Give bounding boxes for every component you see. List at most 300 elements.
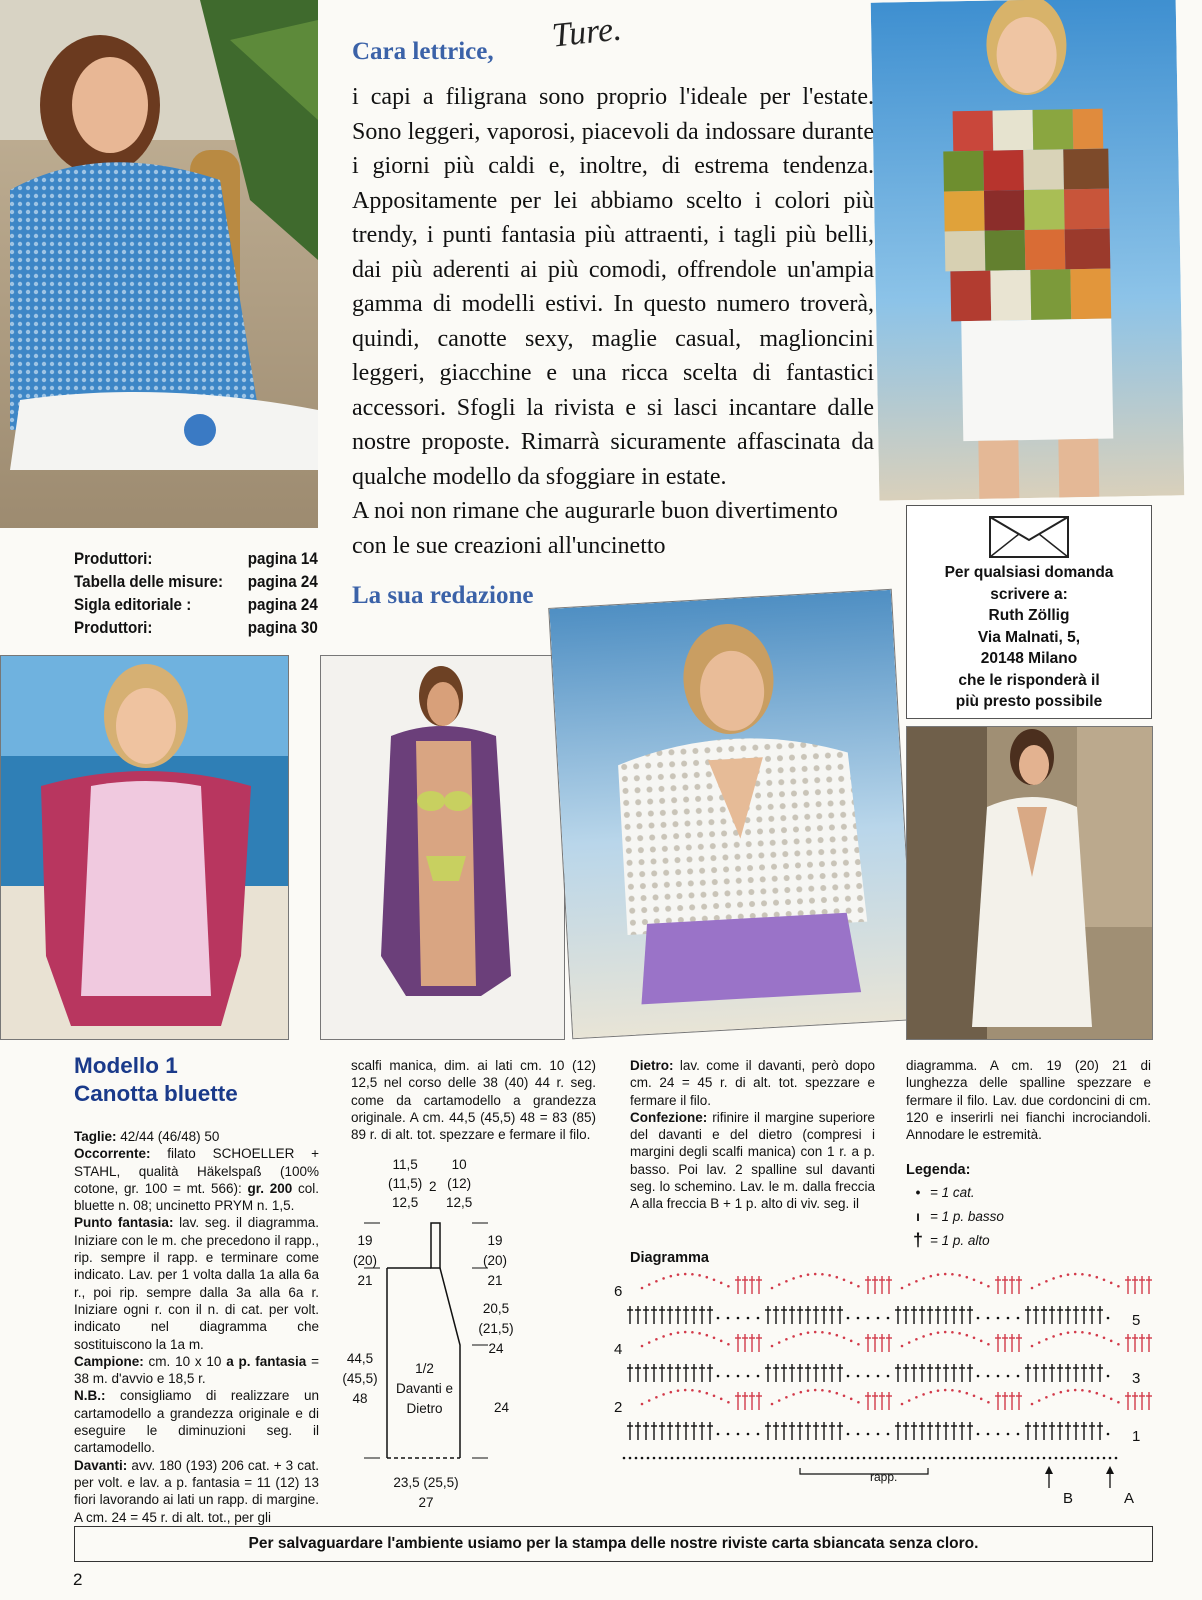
chain-stitch	[767, 1457, 770, 1460]
instr-note: N.B.: consigliamo di realizzare un cartamodello a grandezza originale e di eseguire le diminuzioni seg. il cartamodello.	[74, 1388, 319, 1456]
chain-stitch	[1038, 1341, 1041, 1344]
letter-greeting: Cara lettrice,	[352, 38, 494, 65]
chain-stitch	[1037, 1457, 1040, 1460]
chain-stitch	[800, 1391, 803, 1394]
chain-stitch	[706, 1276, 709, 1279]
chain-stitch	[1067, 1389, 1070, 1392]
chain-stitch	[727, 1433, 730, 1436]
index-row	[74, 617, 318, 640]
chain-stitch	[980, 1282, 983, 1285]
chain-stitch	[713, 1457, 716, 1460]
chain-stitch	[1007, 1433, 1010, 1436]
chain-stitch	[670, 1333, 673, 1336]
chain-stitch	[847, 1317, 850, 1320]
chain-stitch	[1074, 1273, 1077, 1276]
chain-stitch	[850, 1398, 853, 1401]
contact-street: Via Malnati, 5,	[977, 628, 1081, 646]
chain-stitch	[958, 1390, 961, 1393]
dim-top-left	[388, 1155, 422, 1212]
chain-stitch	[997, 1433, 1000, 1436]
chain-stitch	[1031, 1345, 1034, 1348]
chain-stitch	[1017, 1433, 1020, 1436]
eco-footer: Per salvaguardare l'ambiente usiamo per la stampa delle nostre riviste carta sbiancata senza cloro.	[74, 1526, 1153, 1562]
chain-stitch	[922, 1393, 925, 1396]
chain-stitch	[785, 1280, 788, 1283]
chain-stitch	[707, 1457, 710, 1460]
chain-stitch	[698, 1274, 701, 1277]
chain-stitch	[1001, 1457, 1004, 1460]
chain-stitch	[1091, 1457, 1094, 1460]
chain-stitch	[1107, 1375, 1110, 1378]
dim-value: 24	[488, 1341, 504, 1356]
chain-stitch	[887, 1433, 890, 1436]
photo-patchwork-top	[871, 0, 1185, 501]
chain-stitch	[983, 1457, 986, 1460]
contact-line2: scrivere a:	[990, 585, 1068, 603]
chain-stitch	[1017, 1317, 1020, 1320]
chain-stitch	[623, 1457, 626, 1460]
chain-stitch	[713, 1278, 716, 1281]
dim-right-upper	[480, 1231, 510, 1291]
chain-stitch	[1067, 1273, 1070, 1276]
chain-stitch	[1038, 1283, 1041, 1286]
dim-bottom	[386, 1473, 466, 1513]
index-page: pagina 14	[247, 550, 318, 568]
dim-value: 48	[352, 1391, 368, 1406]
single-crochet-symbol-icon: ı	[916, 1208, 920, 1224]
chain-stitch	[847, 1433, 850, 1436]
chain-stitch	[997, 1375, 1000, 1378]
chain-stitch	[691, 1389, 694, 1392]
chain-stitch	[629, 1457, 632, 1460]
index-page: pagina 30	[247, 619, 318, 637]
chain-stitch	[827, 1457, 830, 1460]
chain-stitch	[1031, 1403, 1034, 1406]
chain-stitch	[997, 1317, 1000, 1320]
dim-value: 23,5 (25,5)	[393, 1475, 459, 1490]
chain-stitch	[951, 1389, 954, 1392]
chain-stitch	[1060, 1275, 1063, 1278]
chain-stitch	[1110, 1340, 1113, 1343]
repeat-label: rapp.	[870, 1470, 898, 1484]
chain-stitch	[1031, 1457, 1034, 1460]
schematic-label-line: Dietro	[406, 1401, 443, 1416]
chain-stitch	[725, 1457, 728, 1460]
chain-stitch	[641, 1457, 644, 1460]
chain-stitch	[691, 1331, 694, 1334]
legend-item-chain	[906, 1180, 1004, 1204]
contact-line4: più presto possibile	[955, 693, 1103, 710]
dim-left-upper	[352, 1231, 378, 1291]
chain-stitch	[684, 1273, 687, 1276]
chain-stitch	[814, 1389, 817, 1392]
dim-value: (21,5)	[478, 1321, 514, 1336]
chain-stitch	[648, 1399, 651, 1402]
chain-stitch	[757, 1317, 760, 1320]
photo-white-tunic	[906, 726, 1153, 1040]
chain-stitch	[839, 1457, 842, 1460]
chain-stitch	[771, 1403, 774, 1406]
chain-stitch	[1007, 1317, 1010, 1320]
dim-value: 12,5	[446, 1195, 473, 1210]
chain-stitch	[930, 1333, 933, 1336]
legend	[906, 1162, 1004, 1252]
contact-line1: Per qualsiasi domanda	[944, 564, 1114, 581]
chain-stitch	[857, 1433, 860, 1436]
chain-stitch	[908, 1341, 911, 1344]
dim-value: 11,5	[392, 1157, 418, 1172]
chain-stitch	[785, 1338, 788, 1341]
chain-stitch	[857, 1317, 860, 1320]
chain-stitch	[706, 1334, 709, 1337]
chain-stitch	[727, 1285, 730, 1288]
chain-stitch	[935, 1457, 938, 1460]
chain-stitch	[901, 1403, 904, 1406]
legend-item-dc	[906, 1228, 1004, 1252]
chain-stitch	[1045, 1396, 1048, 1399]
chain-stitch	[1085, 1457, 1088, 1460]
chain-stitch	[828, 1274, 831, 1277]
chain-stitch	[792, 1277, 795, 1280]
chain-stitch	[1103, 1278, 1106, 1281]
chain-stitch	[845, 1457, 848, 1460]
chain-stitch	[881, 1457, 884, 1460]
legend-item-sc	[906, 1204, 1004, 1228]
chain-stitch	[977, 1375, 980, 1378]
chain-stitch	[937, 1389, 940, 1392]
chain-stitch	[648, 1283, 651, 1286]
chain-stitch	[987, 1285, 990, 1288]
chain-stitch	[1117, 1343, 1120, 1346]
chain-stitch	[843, 1336, 846, 1339]
chain-stitch	[1081, 1273, 1084, 1276]
chain-stitch	[778, 1283, 781, 1286]
dim-value: 19	[357, 1233, 373, 1248]
chain-stitch	[755, 1457, 758, 1460]
chain-stitch	[944, 1331, 947, 1334]
chain-stitch	[635, 1457, 638, 1460]
chain-stitch	[655, 1396, 658, 1399]
dim-strap: 2	[429, 1179, 437, 1194]
contact-city: 20148 Milano	[980, 650, 1078, 667]
chain-stitch	[833, 1457, 836, 1460]
chain-stitch	[761, 1457, 764, 1460]
chain-stitch	[641, 1287, 644, 1290]
diagram-title: Diagramma	[630, 1250, 709, 1266]
chain-stitch	[814, 1273, 817, 1276]
arrow-a-icon-head	[1106, 1466, 1114, 1474]
chain-stitch	[792, 1335, 795, 1338]
chain-stitch	[727, 1317, 730, 1320]
contents-index	[74, 548, 339, 640]
instr-front: Davanti: avv. 180 (193) 206 cat. + 3 cat. per volt. e lav. a p. fantasia = 11 (12) 13 fiori lavorando ai lati un rapp. di margine. A cm. 24 = 45 r. di alt. tot., per gli	[74, 1457, 319, 1525]
index-label: Produttori:	[74, 550, 153, 568]
chain-stitch	[737, 1375, 740, 1378]
chain-stitch	[877, 1317, 880, 1320]
chain-stitch	[867, 1375, 870, 1378]
chain-stitch	[737, 1317, 740, 1320]
photo-blue-mesh-top	[0, 0, 318, 528]
chain-stitch	[670, 1391, 673, 1394]
instr-gauge: Campione: cm. 10 x 10 a p. fantasia = 38 m. d'avvio e 18,5 r.	[74, 1353, 319, 1387]
chain-stitch	[987, 1433, 990, 1436]
arrow-b-label: B	[1063, 1490, 1074, 1507]
chain-stitch	[915, 1396, 918, 1399]
chain-stitch	[665, 1457, 668, 1460]
chain-stitch	[785, 1457, 788, 1460]
chain-stitch	[662, 1335, 665, 1338]
dim-value: (45,5)	[342, 1371, 378, 1386]
chain-stitch	[1103, 1336, 1106, 1339]
chain-stitch	[1013, 1457, 1016, 1460]
chain-stitch	[671, 1457, 674, 1460]
chain-stitch	[1067, 1331, 1070, 1334]
chain-stitch	[869, 1457, 872, 1460]
repeat-bracket	[800, 1468, 928, 1474]
arrow-b-icon-head	[1045, 1466, 1053, 1474]
chain-stitch	[1074, 1331, 1077, 1334]
chain-stitch	[662, 1393, 665, 1396]
chain-stitch	[1073, 1457, 1076, 1460]
chain-stitch	[821, 1457, 824, 1460]
chain-stitch	[951, 1273, 954, 1276]
chain-stitch	[1017, 1375, 1020, 1378]
chain-stitch	[717, 1375, 720, 1378]
chain-stitch	[807, 1389, 810, 1392]
chain-stitch	[757, 1375, 760, 1378]
chain-stitch	[720, 1282, 723, 1285]
chain-stitch	[713, 1394, 716, 1397]
chain-stitch	[857, 1285, 860, 1288]
contact-box	[906, 505, 1152, 719]
chain-stitch	[987, 1401, 990, 1404]
chain-stitch	[792, 1393, 795, 1396]
legend-text: = 1 p. basso	[930, 1208, 1004, 1224]
instr-finishing: Confezione: rifinire il margine superiore del davanti e del dietro (compresi i margini degli scalfi manica) con 1 r. a p. basso. Poi lav. 2 spalline sul davanti seg. lo schemino. Lav. le m. dalla freccia A alla freccia B + 1 p. alto di viv. seg. il	[630, 1109, 875, 1212]
dim-value: 10	[451, 1157, 467, 1172]
chain-stitch	[922, 1335, 925, 1338]
chain-stitch	[987, 1375, 990, 1378]
letter-closing: A noi non rimane che augurarle buon divertimento con le sue creazioni all'uncinetto	[352, 498, 838, 559]
chain-stitch	[1060, 1391, 1063, 1394]
double-crochet-symbol-icon: †	[912, 1229, 923, 1250]
chain-stitch	[899, 1457, 902, 1460]
chain-stitch	[701, 1457, 704, 1460]
instructions-col3	[630, 1057, 875, 1213]
chain-stitch	[791, 1457, 794, 1460]
chain-stitch	[1007, 1375, 1010, 1378]
dim-value: (20)	[482, 1253, 507, 1268]
legend-text: = 1 p. alto	[930, 1232, 990, 1248]
schematic-label-line: Davanti e	[395, 1381, 454, 1396]
chain-stitch	[1067, 1457, 1070, 1460]
instructions-col2: scalfi manica, dim. ai lati cm. 10 (12) 12,5 nel corso delle 38 (40) 44 r. seg. come da cartamodello a grandezza originale. A cm. 44,5 (45,5) 48 = 83 (85) 89 r. di alt. tot. spezzare e fermare il filo.	[351, 1058, 596, 1143]
chain-stitch	[901, 1345, 904, 1348]
chain-stitch	[779, 1457, 782, 1460]
chain-stitch	[1019, 1457, 1022, 1460]
chain-stitch	[641, 1345, 644, 1348]
chain-stitch	[800, 1333, 803, 1336]
chain-stitch	[655, 1338, 658, 1341]
chain-stitch	[915, 1338, 918, 1341]
chain-stitch	[987, 1343, 990, 1346]
chain-stitch	[717, 1433, 720, 1436]
chain-stitch	[1061, 1457, 1064, 1460]
chain-stitch	[706, 1392, 709, 1395]
chain-stitch	[850, 1282, 853, 1285]
chain-stitch	[1107, 1433, 1110, 1436]
chain-stitch	[814, 1331, 817, 1334]
chain-stitch	[1096, 1334, 1099, 1337]
index-label: Tabella delle misure:	[74, 573, 224, 591]
chain-stitch	[1107, 1317, 1110, 1320]
dim-value: 44,5	[346, 1351, 374, 1366]
chain-stitch	[1096, 1392, 1099, 1395]
chain-symbol-icon: •	[915, 1184, 921, 1200]
dim-value: 12,5	[391, 1195, 419, 1210]
chain-stitch	[747, 1375, 750, 1378]
chain-stitch	[941, 1457, 944, 1460]
chain-stitch	[717, 1317, 720, 1320]
chain-stitch	[713, 1336, 716, 1339]
index-label: Sigla editoriale :	[74, 596, 192, 614]
chain-stitch	[851, 1457, 854, 1460]
chain-stitch	[857, 1375, 860, 1378]
chain-stitch	[887, 1375, 890, 1378]
row-label-2: 2	[614, 1399, 623, 1416]
chain-stitch	[973, 1394, 976, 1397]
chain-stitch	[821, 1273, 824, 1276]
chain-stitch	[803, 1457, 806, 1460]
chain-stitch	[743, 1457, 746, 1460]
chain-stitch	[691, 1273, 694, 1276]
row-label-4: 4	[614, 1341, 623, 1358]
chain-stitch	[1117, 1285, 1120, 1288]
chain-stitch	[875, 1457, 878, 1460]
chain-stitch	[731, 1457, 734, 1460]
chain-stitch	[1109, 1457, 1112, 1460]
chain-stitch	[977, 1433, 980, 1436]
chain-stitch	[977, 1317, 980, 1320]
chain-stitch	[905, 1457, 908, 1460]
chain-stitch	[947, 1457, 950, 1460]
chain-stitch	[923, 1457, 926, 1460]
legend-title: Legenda:	[906, 1162, 971, 1178]
chain-stitch	[1117, 1401, 1120, 1404]
chain-stitch	[698, 1332, 701, 1335]
chain-stitch	[719, 1457, 722, 1460]
chain-stitch	[828, 1390, 831, 1393]
chain-stitch	[887, 1457, 890, 1460]
chain-stitch	[951, 1331, 954, 1334]
instr-materials: Occorrente: filato SCHOELLER + STAHL, qualità Häkelspaß (100% cotone, gr. 100 = mt. 566): gr. 200 col. bluette n. 08; uncinetto PRYM n. 1,5.	[74, 1146, 319, 1214]
chain-stitch	[1055, 1457, 1058, 1460]
chain-stitch	[778, 1341, 781, 1344]
index-row	[74, 548, 318, 571]
chain-stitch	[807, 1331, 810, 1334]
chain-stitch	[1038, 1399, 1041, 1402]
chain-stitch	[867, 1317, 870, 1320]
instr-pattern: Punto fantasia: lav. seg. il diagramma. Iniziare con le m. che precedono il rapp., rip. sempre il rapp. e terminare come indicato. Lav. per 1 volta dalla 1a alla 6a r., poi rip. sempre dalla 3a alla 6a r. Iniziare ogni r. con il n. di cat. per volt. indicato nel diagramma che sostituiscono la 1a m.	[74, 1215, 319, 1352]
chain-stitch	[785, 1396, 788, 1399]
page-number: 2	[73, 1570, 83, 1589]
row-label-5: 5	[1132, 1312, 1141, 1329]
chain-stitch	[828, 1332, 831, 1335]
chain-stitch	[973, 1336, 976, 1339]
chain-stitch	[677, 1457, 680, 1460]
chain-stitch	[1052, 1335, 1055, 1338]
chain-stitch	[815, 1457, 818, 1460]
row-label-3: 3	[1132, 1370, 1141, 1387]
chain-stitch	[757, 1433, 760, 1436]
chain-stitch	[901, 1287, 904, 1290]
chain-stitch	[893, 1457, 896, 1460]
chain-stitch	[958, 1332, 961, 1335]
envelope-icon	[989, 516, 1069, 558]
chain-stitch	[737, 1457, 740, 1460]
chain-stitch	[959, 1457, 962, 1460]
chain-stitch	[966, 1392, 969, 1395]
chain-stitch	[836, 1276, 839, 1279]
chain-stitch	[1115, 1457, 1118, 1460]
instr-sizes: Taglie: 42/44 (46/48) 50	[74, 1129, 220, 1144]
chain-stitch	[847, 1375, 850, 1378]
contact-line3: che le risponderà il	[958, 671, 1100, 689]
chain-stitch	[797, 1457, 800, 1460]
index-label: Produttori:	[74, 619, 153, 637]
chain-stitch	[662, 1277, 665, 1280]
letter-body	[352, 80, 874, 563]
instr-back: Dietro: lav. come il davanti, però dopo cm. 24 = 45 r. di alt. tot. spezzare e fermare il filo.	[630, 1058, 875, 1108]
chain-stitch	[747, 1317, 750, 1320]
chain-stitch	[778, 1399, 781, 1402]
model-title	[74, 1052, 238, 1108]
chain-stitch	[930, 1391, 933, 1394]
chain-stitch	[641, 1403, 644, 1406]
chain-stitch	[971, 1457, 974, 1460]
chain-stitch	[965, 1457, 968, 1460]
chain-stitch	[1049, 1457, 1052, 1460]
dim-right-lower: 24	[494, 1400, 510, 1415]
chain-stitch	[773, 1457, 776, 1460]
chain-stitch	[1060, 1333, 1063, 1336]
chain-stitch	[917, 1457, 920, 1460]
chain-stitch	[843, 1278, 846, 1281]
chain-stitch	[720, 1340, 723, 1343]
chain-stitch	[727, 1343, 730, 1346]
chain-stitch	[944, 1273, 947, 1276]
dim-value: 20,5	[482, 1301, 510, 1316]
chain-stitch	[698, 1390, 701, 1393]
chain-stitch	[1088, 1332, 1091, 1335]
chain-stitch	[980, 1340, 983, 1343]
chain-stitch	[1052, 1393, 1055, 1396]
instructions-col4: diagramma. A cm. 19 (20) 21 di lunghezza delle spalline spezzare e fermare il filo. Lav. due cordoncini di cm. 120 e inserirli nei fianchi incrociandoli. Annodare le estremità.	[906, 1058, 1151, 1143]
index-page: pagina 24	[247, 596, 318, 614]
chain-stitch	[653, 1457, 656, 1460]
garment-schematic	[342, 1155, 532, 1510]
chain-stitch	[1103, 1394, 1106, 1397]
chain-stitch	[655, 1280, 658, 1283]
schematic-label	[382, 1359, 467, 1419]
handwritten-note: Ture.	[550, 10, 624, 55]
chain-stitch	[1097, 1457, 1100, 1460]
photo-pink-shrug	[0, 655, 289, 1040]
chain-stitch	[908, 1283, 911, 1286]
letter-signature: La sua redazione	[352, 582, 534, 609]
chain-stitch	[1052, 1277, 1055, 1280]
chain-stitch	[1096, 1276, 1099, 1279]
